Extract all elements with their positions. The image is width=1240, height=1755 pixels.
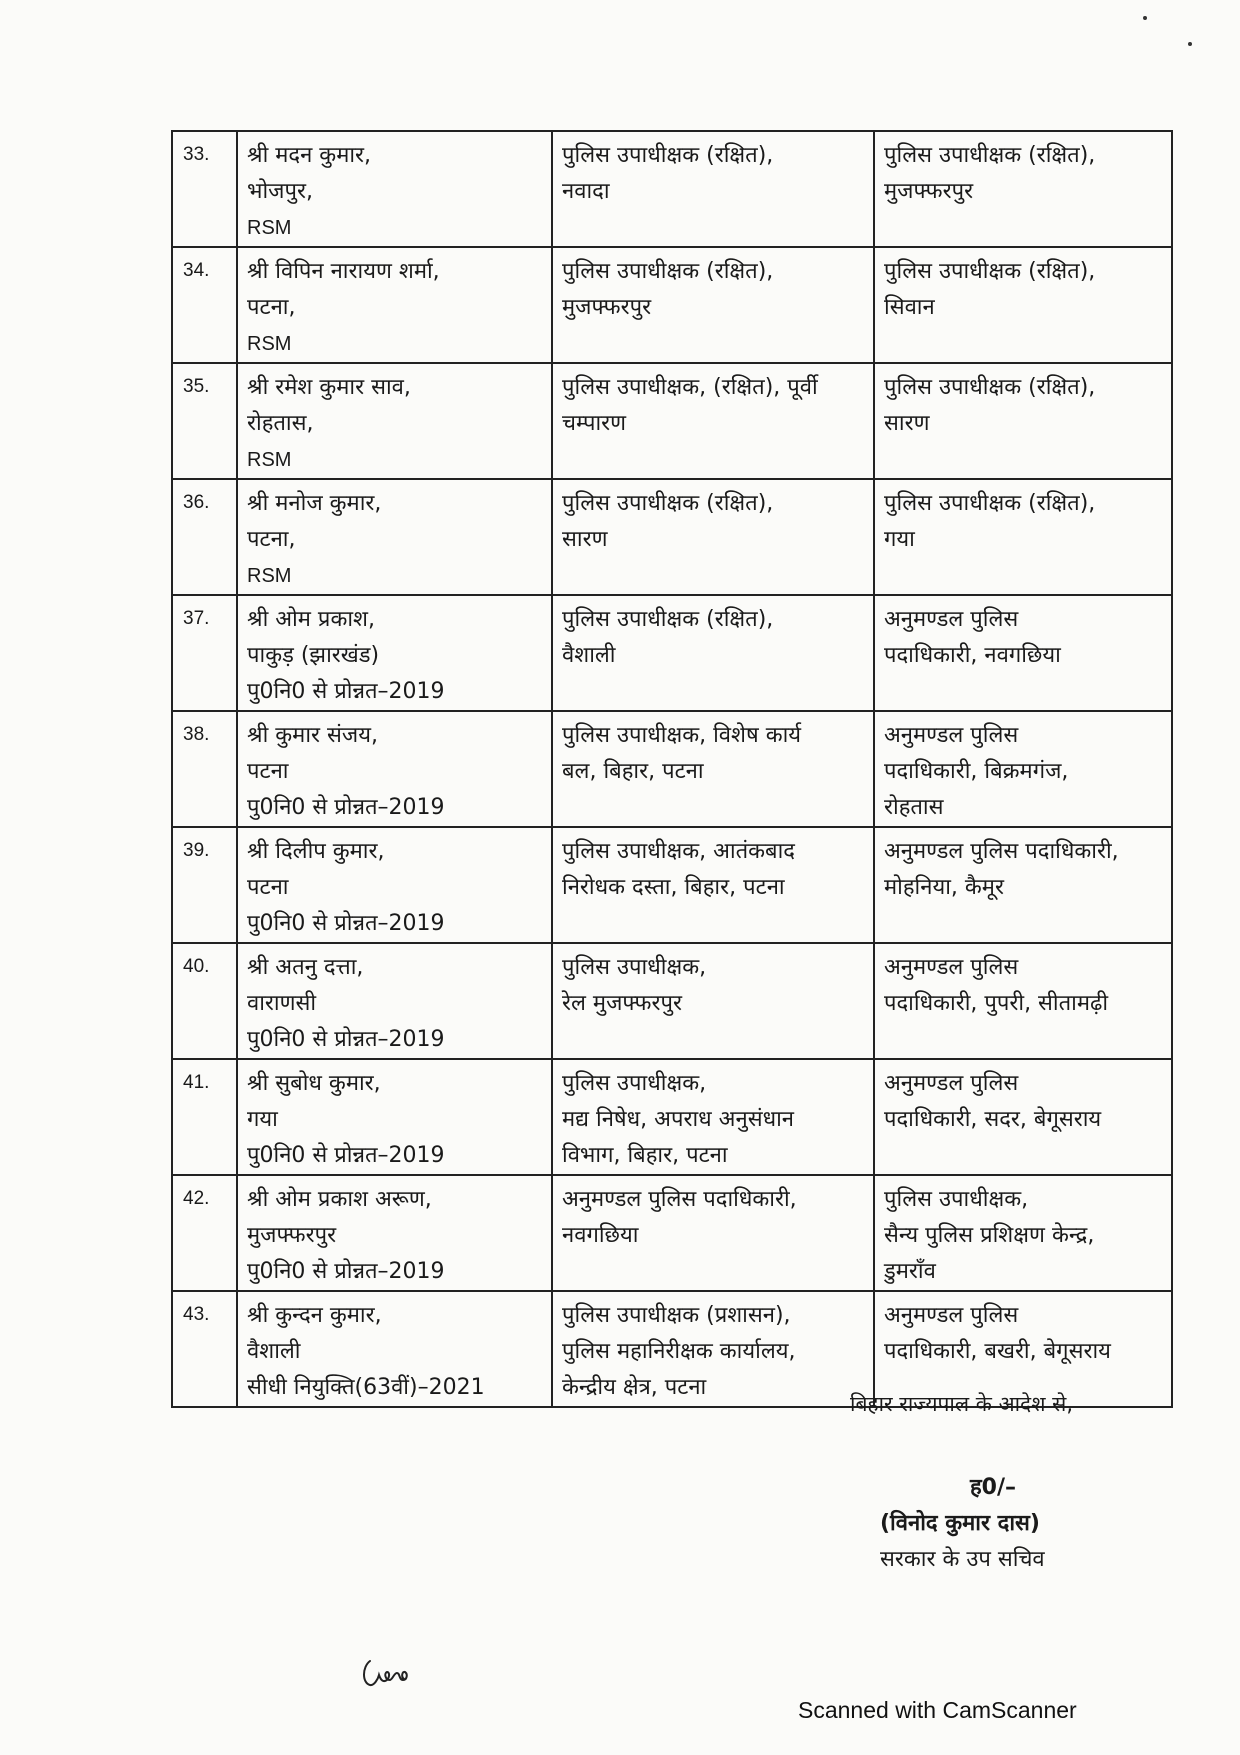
table-row: [172, 827, 1172, 943]
officer-note: पु0नि0 से प्रोन्नत–2019: [247, 1143, 445, 1168]
current-posting-line: पुलिस उपाधीक्षक,: [562, 955, 707, 980]
current-posting-line: वैशाली: [562, 643, 616, 668]
officer-place: गया: [247, 1107, 278, 1132]
current-posting-cell: [552, 363, 874, 479]
serial-number: 38.: [172, 711, 237, 827]
officer-cell: [237, 1175, 552, 1291]
current-posting-line: बल, बिहार, पटना: [562, 759, 704, 784]
signature-mark: ह0/–: [970, 1475, 1017, 1500]
table-row: [172, 595, 1172, 711]
officer-cell: [237, 595, 552, 711]
officer-name: श्री मनोज कुमार,: [247, 491, 382, 516]
officer-cell: [237, 131, 552, 247]
serial-number: 43.: [172, 1291, 237, 1407]
officer-place: मुजफ्फरपुर: [247, 1223, 337, 1248]
new-posting-cell: [874, 1059, 1172, 1175]
new-posting-cell: [874, 363, 1172, 479]
officer-name: श्री ओम प्रकाश अरूण,: [247, 1187, 432, 1212]
new-posting-line: पदाधिकारी, बिक्रमगंज,: [884, 759, 1069, 784]
table-row: [172, 247, 1172, 363]
current-posting-line: निरोधक दस्ता, बिहार, पटना: [562, 875, 785, 900]
serial-number: 37.: [172, 595, 237, 711]
current-posting-line: सारण: [562, 527, 608, 552]
current-posting-line: नवादा: [562, 179, 610, 204]
new-posting-line: मोहनिया, कैमूर: [884, 875, 1004, 900]
officer-note: RSM: [247, 565, 292, 587]
new-posting-cell: [874, 479, 1172, 595]
officer-note: RSM: [247, 333, 292, 355]
new-posting-line: अनुमण्डल पुलिस पदाधिकारी,: [884, 839, 1119, 864]
new-posting-line: सारण: [884, 411, 930, 436]
current-posting-cell: [552, 595, 874, 711]
current-posting-line: पुलिस महानिरीक्षक कार्यालय,: [562, 1339, 796, 1364]
current-posting-line: पुलिस उपाधीक्षक (प्रशासन),: [562, 1303, 791, 1328]
officer-cell: [237, 943, 552, 1059]
new-posting-cell: [874, 595, 1172, 711]
new-posting-line: मुजफ्फरपुर: [884, 179, 974, 204]
new-posting-line: रोहतास: [884, 795, 944, 820]
current-posting-line: पुलिस उपाधीक्षक, (रक्षित), पूर्वी चम्पारण: [562, 375, 818, 436]
serial-number: 41.: [172, 1059, 237, 1175]
new-posting-line: सैन्य पुलिस प्रशिक्षण केन्द्र,: [884, 1223, 1095, 1248]
new-posting-line: पुलिस उपाधीक्षक (रक्षित),: [884, 143, 1096, 168]
signatory-title: सरकार के उप सचिव: [880, 1547, 1045, 1572]
scan-speck: [1143, 16, 1147, 20]
new-posting-line: अनुमण्डल पुलिस: [884, 1071, 1019, 1096]
officer-cell: [237, 827, 552, 943]
handwritten-initials: [360, 1655, 420, 1689]
current-posting-cell: [552, 711, 874, 827]
officer-name: श्री रमेश कुमार साव,: [247, 375, 411, 400]
current-posting-line: रेल मुजफ्फरपुर: [562, 991, 683, 1016]
current-posting-line: पुलिस उपाधीक्षक, विशेष कार्य: [562, 723, 802, 748]
officer-note: RSM: [247, 449, 292, 471]
officer-note: पु0नि0 से प्रोन्नत–2019: [247, 1259, 445, 1284]
officer-name: श्री कुन्दन कुमार,: [247, 1303, 382, 1328]
current-posting-line: पुलिस उपाधीक्षक (रक्षित),: [562, 491, 774, 516]
new-posting-line: पदाधिकारी, नवगछिया: [884, 643, 1061, 668]
officer-name: श्री दिलीप कुमार,: [247, 839, 385, 864]
officer-place: रोहतास,: [247, 411, 314, 436]
new-posting-line: पुलिस उपाधीक्षक,: [884, 1187, 1029, 1212]
new-posting-line: पुलिस उपाधीक्षक (रक्षित),: [884, 491, 1096, 516]
officer-note: RSM: [247, 217, 292, 239]
table-row: [172, 479, 1172, 595]
signatory-name: (विनोद कुमार दास): [880, 1511, 1040, 1536]
table-body: [172, 131, 1172, 1407]
current-posting-line: केन्द्रीय क्षेत्र, पटना: [562, 1375, 707, 1400]
new-posting-cell: [874, 711, 1172, 827]
table-row: [172, 131, 1172, 247]
officer-cell: [237, 711, 552, 827]
officer-place: भोजपुर,: [247, 179, 313, 204]
new-posting-line: पदाधिकारी, सदर, बेगूसराय: [884, 1107, 1102, 1132]
current-posting-line: पुलिस उपाधीक्षक (रक्षित),: [562, 259, 774, 284]
officer-note: पु0नि0 से प्रोन्नत–2019: [247, 1027, 445, 1052]
current-posting-line: अनुमण्डल पुलिस पदाधिकारी,: [562, 1187, 797, 1212]
serial-number: 36.: [172, 479, 237, 595]
new-posting-cell: [874, 131, 1172, 247]
current-posting-line: पुलिस उपाधीक्षक, आतंकबाद: [562, 839, 795, 864]
serial-number: 34.: [172, 247, 237, 363]
new-posting-cell: [874, 943, 1172, 1059]
current-posting-cell: [552, 479, 874, 595]
new-posting-cell: [874, 1175, 1172, 1291]
officer-cell: [237, 1291, 552, 1407]
current-posting-cell: [552, 1291, 874, 1407]
officer-note: सीधी नियुक्ति(63वीं)–2021: [247, 1375, 485, 1400]
current-posting-line: मुजफ्फरपुर: [562, 295, 652, 320]
officer-place: वाराणसी: [247, 991, 317, 1016]
current-posting-cell: [552, 943, 874, 1059]
serial-number: 33.: [172, 131, 237, 247]
serial-number: 39.: [172, 827, 237, 943]
new-posting-line: पुलिस उपाधीक्षक (रक्षित),: [884, 375, 1096, 400]
table-row: [172, 943, 1172, 1059]
officer-note: पु0नि0 से प्रोन्नत–2019: [247, 911, 445, 936]
current-posting-line: पुलिस उपाधीक्षक,: [562, 1071, 707, 1096]
table-row: [172, 1059, 1172, 1175]
table-row: [172, 1175, 1172, 1291]
officer-place: पटना: [247, 875, 289, 900]
current-posting-line: विभाग, बिहार, पटना: [562, 1143, 728, 1168]
current-posting-cell: [552, 827, 874, 943]
officer-name: श्री मदन कुमार,: [247, 143, 372, 168]
scanner-watermark: Scanned with CamScanner: [798, 1697, 1077, 1723]
officer-place: पटना,: [247, 295, 296, 320]
officer-cell: [237, 247, 552, 363]
new-posting-line: सिवान: [884, 295, 935, 320]
officer-name: श्री अतनु दत्ता,: [247, 955, 364, 980]
new-posting-line: अनुमण्डल पुलिस: [884, 955, 1019, 980]
transfer-posting-table: [171, 130, 1173, 1408]
current-posting-line: मद्य निषेध, अपराध अनुसंधान: [562, 1107, 795, 1132]
officer-name: श्री विपिन नारायण शर्मा,: [247, 259, 440, 284]
officer-cell: [237, 363, 552, 479]
officer-place: पटना,: [247, 527, 296, 552]
serial-number: 40.: [172, 943, 237, 1059]
new-posting-line: अनुमण्डल पुलिस: [884, 607, 1019, 632]
current-posting-cell: [552, 131, 874, 247]
new-posting-cell: [874, 827, 1172, 943]
current-posting-line: पुलिस उपाधीक्षक (रक्षित),: [562, 607, 774, 632]
officer-place: वैशाली: [247, 1339, 301, 1364]
table-row: [172, 363, 1172, 479]
new-posting-line: पदाधिकारी, पुपरी, सीतामढ़ी: [884, 991, 1109, 1016]
officer-cell: [237, 1059, 552, 1175]
current-posting-line: नवगछिया: [562, 1223, 639, 1248]
officer-name: श्री ओम प्रकाश,: [247, 607, 375, 632]
officer-note: पु0नि0 से प्रोन्नत–2019: [247, 679, 445, 704]
new-posting-line: पदाधिकारी, बखरी, बेगूसराय: [884, 1339, 1111, 1364]
current-posting-cell: [552, 1175, 874, 1291]
officer-place: पाकुड़ (झारखंड): [247, 643, 380, 668]
officer-name: श्री सुबोध कुमार,: [247, 1071, 381, 1096]
serial-number: 42.: [172, 1175, 237, 1291]
current-posting-line: पुलिस उपाधीक्षक (रक्षित),: [562, 143, 774, 168]
current-posting-cell: [552, 247, 874, 363]
new-posting-line: पुलिस उपाधीक्षक (रक्षित),: [884, 259, 1096, 284]
serial-number: 35.: [172, 363, 237, 479]
current-posting-cell: [552, 1059, 874, 1175]
new-posting-cell: [874, 247, 1172, 363]
order-note: बिहार राज्यपाल के आदेश से,: [850, 1392, 1074, 1416]
scan-speck: [1188, 42, 1192, 46]
officer-place: पटना: [247, 759, 289, 784]
new-posting-line: गया: [884, 527, 915, 552]
table-row: [172, 711, 1172, 827]
new-posting-line: डुमराँव: [884, 1259, 936, 1284]
officer-name: श्री कुमार संजय,: [247, 723, 378, 748]
new-posting-line: अनुमण्डल पुलिस: [884, 723, 1019, 748]
officer-cell: [237, 479, 552, 595]
signature-block: [880, 1470, 1045, 1578]
officer-note: पु0नि0 से प्रोन्नत–2019: [247, 795, 445, 820]
new-posting-line: अनुमण्डल पुलिस: [884, 1303, 1019, 1328]
